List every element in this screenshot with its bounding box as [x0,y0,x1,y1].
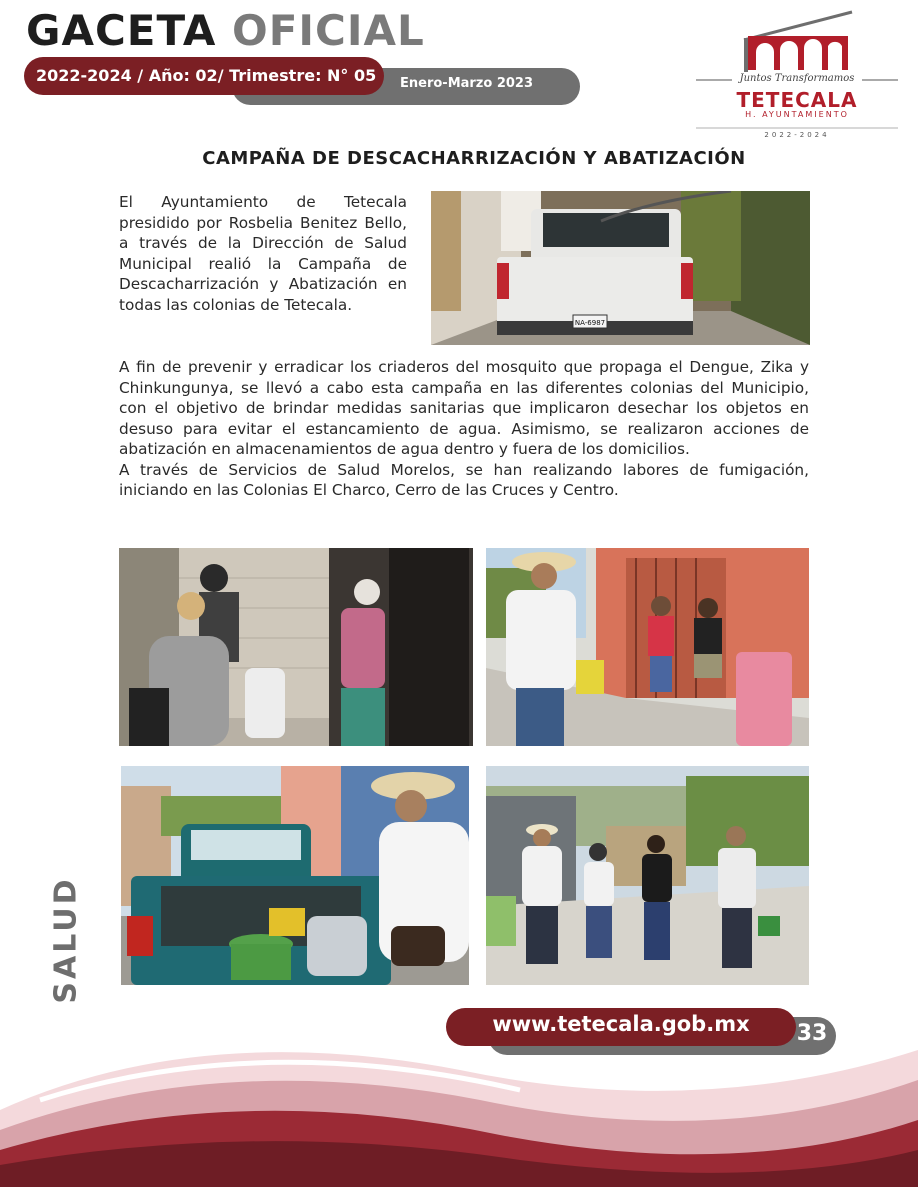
photo-street-outreach [486,548,809,746]
website-link[interactable]: www.tetecala.gob.mx [492,1012,750,1036]
article-paragraph-1: A fin de prevenir y erradicar los criaderos del mosquito que propaga el Dengue, Zika y Chinkungunya, se llevó a cabo esta campaña en las diferentes colonias del Municipio, con el objetivo de brindar medidas sanitarias que implicaron desechar los objetos en desuso para evitar el estancamiento de agua. Asimismo, se realizaron acciones de abatización en almacenamientos de agua dentro y fuera de los domicilios. [119,358,809,458]
photo-pickup-collection [121,766,469,985]
gazette-title-word2: OFICIAL [232,6,425,55]
article-body [119,357,809,501]
logo-years: 2022-2024 [764,131,830,139]
footer-waves [0,1040,918,1187]
gazette-title-word1: GACETA [26,6,217,55]
article-paragraph-2: A través de Servicios de Salud Morelos, se han realizando labores de fumigación, iniciando en las Colonias El Charco, Cerro de las Cruces y Centro. [119,460,809,499]
gazette-title [26,6,425,55]
photo-house-visit [119,548,473,746]
section-label-text: SALUD [48,876,84,1004]
logo-name: TETECALA [736,88,858,112]
photo-walking-team [486,766,809,985]
page-number: 33 [796,1021,828,1046]
period-text: Enero-Marzo 2023 [400,76,534,91]
photo-truck-fumigation [431,191,810,345]
article-title: CAMPAÑA DE DESCACHARRIZACIÓN Y ABATIZACIÓN [202,148,746,169]
logo-subtitle: H. AYUNTAMIENTO [745,110,849,119]
article-intro: El Ayuntamiento de Tetecala presidido por Rosbelia Benitez Bello, a través de la Dirección de Salud Municipal realió la Campaña de Descacharrización y Abatización en todas las colonias de Tetecala. [119,193,407,314]
truck-plate: NA-6987 [574,319,606,327]
section-label [36,876,96,1004]
issue-text: 2022-2024 / Año: 02/ Trimestre: N° 05 [36,66,377,85]
logo-motto: Juntos Transformamos [739,73,855,84]
